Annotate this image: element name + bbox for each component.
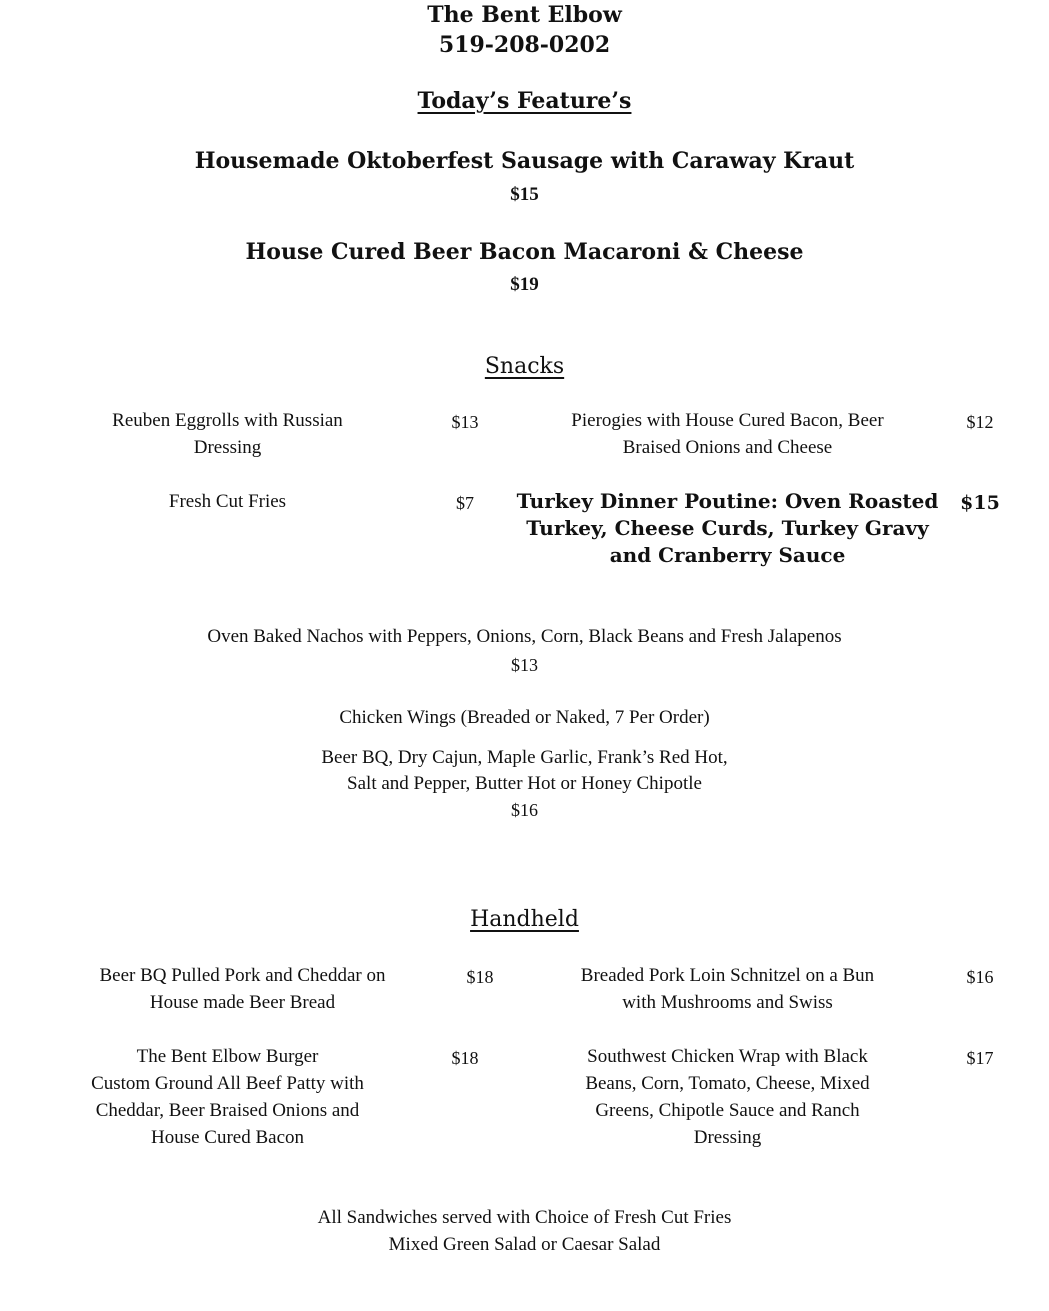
menu-item-name [60, 488, 395, 515]
feature-item-name: Housemade Oktoberfest Sausage with Caraway Kraut [194, 148, 855, 174]
menu-item-line: Fresh Cut Fries [168, 491, 287, 512]
menu-item-line: Braised Onions and Cheese [622, 437, 833, 458]
handheld-title: Handheld [470, 907, 579, 932]
menu-item-name [515, 407, 940, 461]
sandwich-sides-note: Mixed Green Salad or Caesar Salad [388, 1234, 661, 1255]
menu-item-price: $13 [451, 412, 479, 432]
menu-item-name [45, 1043, 410, 1151]
menu-item-line: Turkey Dinner Poutine: Oven Roasted [516, 489, 939, 513]
menu-item-line: Cheddar, Beer Braised Onions and [95, 1100, 360, 1121]
menu-item-line: House Cured Bacon [150, 1127, 305, 1148]
phone-number: 519-208-0202 [438, 32, 611, 58]
menu-item-price: $17 [966, 1048, 994, 1068]
menu-item-line: Greens, Chipotle Sauce and Ranch [595, 1100, 860, 1121]
menu-item-line: The Bent Elbow Burger [136, 1046, 319, 1067]
menu-item-name [50, 962, 435, 1016]
menu-item-name [530, 1043, 925, 1151]
menu-item-line: Turkey, Cheese Curds, Turkey Gravy [526, 516, 929, 540]
menu-item-line: Southwest Chicken Wrap with Black [587, 1046, 868, 1067]
wing-flavors: Salt and Pepper, Butter Hot or Honey Chipotle [347, 773, 702, 794]
menu-item-line: Custom Ground All Beef Patty with [91, 1073, 364, 1094]
wing-flavors: Beer BQ, Dry Cajun, Maple Garlic, Frank’s Red Hot, [321, 747, 728, 768]
menu-item-name [510, 488, 945, 569]
menu-item-price: $16 [966, 967, 994, 987]
feature-item-price: $15 [510, 184, 539, 205]
restaurant-name: The Bent Elbow [427, 2, 622, 28]
menu-item-price: $18 [466, 967, 494, 987]
menu-item-price: $7 [456, 493, 474, 513]
menu-item-price: $15 [960, 492, 1000, 514]
menu-item-line: Beans, Corn, Tomato, Cheese, Mixed [585, 1073, 870, 1094]
menu-item-name: Chicken Wings (Breaded or Naked, 7 Per Order) [339, 707, 710, 728]
menu-item-price: $13 [511, 655, 538, 675]
snacks-title: Snacks [484, 354, 565, 379]
menu-item-price: $12 [966, 412, 994, 432]
menu-item-line: with Mushrooms and Swiss [622, 992, 833, 1013]
menu-item-name [525, 962, 930, 1016]
sandwich-sides-note: All Sandwiches served with Choice of Fresh Cut Fries [317, 1207, 732, 1228]
menu-item-line: Reuben Eggrolls with Russian [112, 410, 343, 431]
features-title: Today’s Feature’s [417, 88, 632, 114]
menu-item-line: Breaded Pork Loin Schnitzel on a Bun [580, 965, 875, 986]
menu-item-price: $18 [451, 1048, 479, 1068]
menu-item-line: and Cranberry Sauce [609, 543, 846, 567]
menu-item-name: Oven Baked Nachos with Peppers, Onions, Corn, Black Beans and Fresh Jalapenos [207, 626, 842, 647]
feature-item-price: $19 [510, 274, 539, 295]
menu-item-line: House made Beer Bread [149, 992, 336, 1013]
menu-item-name [60, 407, 395, 461]
menu-item-price: $16 [511, 800, 538, 820]
menu-item-line: Dressing [693, 1127, 762, 1148]
menu-item-line: Pierogies with House Cured Bacon, Beer [571, 410, 884, 431]
feature-item-name: House Cured Beer Bacon Macaroni & Cheese [245, 239, 804, 265]
menu-item-line: Beer BQ Pulled Pork and Cheddar on [99, 965, 386, 986]
menu-item-line: Dressing [193, 437, 262, 458]
